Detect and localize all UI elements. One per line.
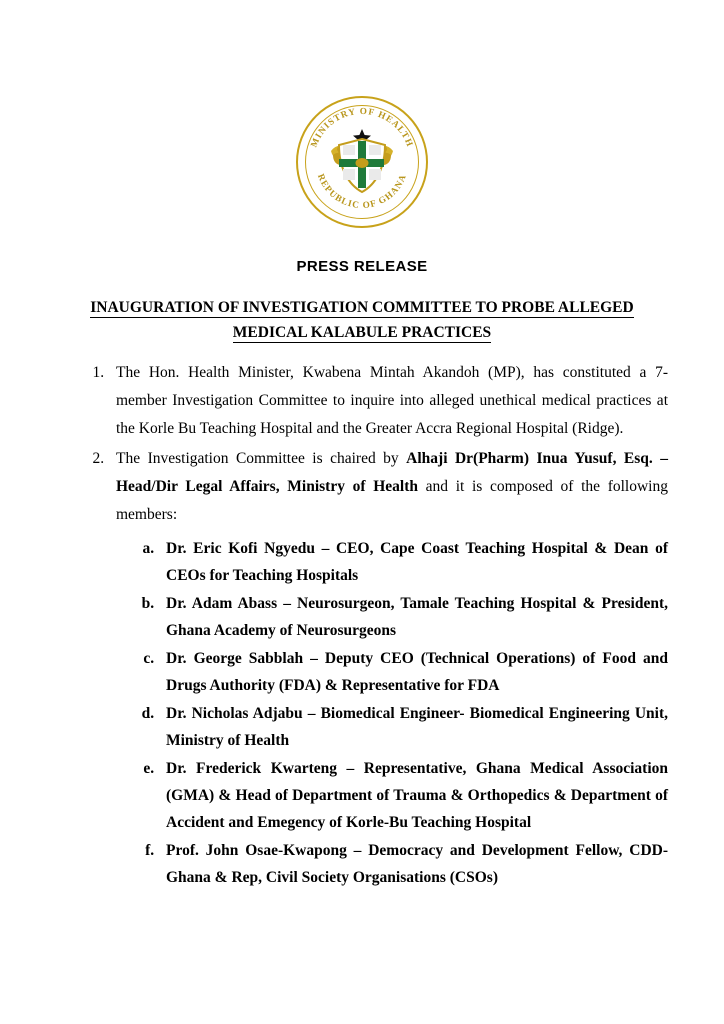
paragraph-1-text: The Hon. Health Minister, Kwabena Mintah Akandoh (MP), has constituted a 7- member Investigation Committee to inquire into alleged unethical medical practices at the Korle Bu Teaching Hospital and the Greater Accra Regional Hospital (Ridge). [116, 364, 668, 437]
body-list [56, 359, 668, 891]
document-title [56, 295, 668, 345]
logo-container [56, 0, 668, 228]
list-item: b. Dr. Adam Abass – Neurosurgeon, Tamale Teaching Hospital & President, Ghana Academy of Neurosurgeons [158, 590, 668, 644]
list-item-1 [108, 359, 668, 443]
paragraph-2-prefix: The Investigation Committee is chaired by [116, 450, 407, 467]
chairperson-name: Alhaji Dr(Pharm) Inua Yusuf, Esq. – Head/Dir Legal Affairs, Ministry of Health [116, 450, 668, 495]
list-item: c. Dr. George Sabblah – Deputy CEO (Technical Operations) of Food and Drugs Authority (FDA) & Representative for FDA [158, 645, 668, 699]
seal-bottom-text: REPUBLIC OF GHANA [315, 172, 409, 211]
seal-top-text: MINISTRY OF HEALTH [308, 105, 416, 149]
list-item: f. Prof. John Osae-Kwapong – Democracy and Development Fellow, CDD-Ghana & Rep, Civil Society Organisations (CSOs) [158, 837, 668, 891]
paragraph-2-suffix: and it is composed of the following members: [116, 478, 668, 523]
paragraph-2-text [116, 450, 668, 523]
title-line-2: MEDICAL KALABULE PRACTICES [232, 324, 492, 341]
crest-shield-icon [327, 129, 397, 195]
press-release-heading: PRESS RELEASE [296, 258, 428, 275]
list-item: a. Dr. Eric Kofi Ngyedu – CEO, Cape Coast Teaching Hospital & Dean of CEOs for Teaching Hospitals [158, 535, 668, 589]
list-item: d. Dr. Nicholas Adjabu – Biomedical Engineer- Biomedical Engineering Unit, Ministry of Health [158, 700, 668, 754]
list-item: e. Dr. Frederick Kwarteng – Representative, Ghana Medical Association (GMA) & Head of Department of Trauma & Orthopedics & Department of Accident and Emegency of Korle-Bu Teaching Hospital [158, 755, 668, 836]
list-item-2 [108, 445, 668, 891]
members-list [116, 535, 668, 891]
ghana-coat-of-arms-icon [296, 96, 428, 228]
title-line-1: INAUGURATION OF INVESTIGATION COMMITTEE TO PROBE ALLEGED [90, 299, 634, 316]
